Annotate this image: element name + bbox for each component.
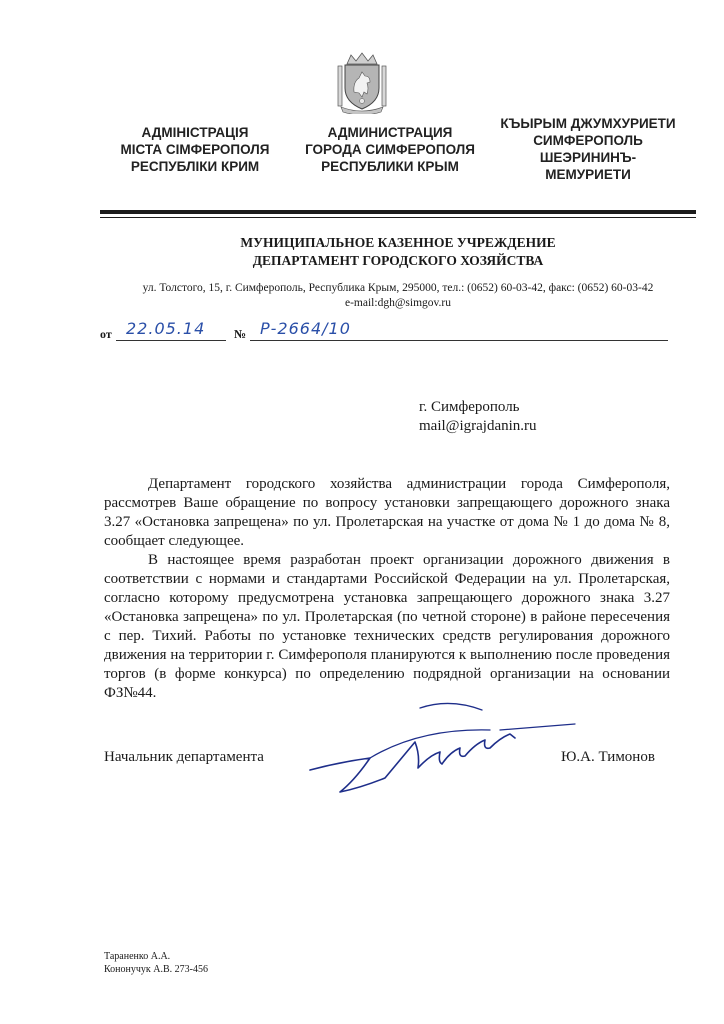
header-rule-thick — [100, 210, 696, 214]
date-underline — [116, 340, 226, 341]
number-underline — [250, 340, 668, 341]
header-ukrainian: АДМІНІСТРАЦІЯ МІСТА СІМФЕРОПОЛЯ РЕСПУБЛІКИ КРИМ — [120, 125, 270, 174]
reference-row — [100, 321, 700, 343]
institution-address-block — [100, 281, 696, 311]
date-value: 22.05.14 — [126, 319, 206, 338]
body-paragraph-2: В настоящее время разработан проект организации дорожного движения в соответствии с нормами и стандартами Российской Федерации на ул. Пролетарская, согласно которому предусмотрена установка запрещающего дорожного знака 3.27 «Остановка запрещена» по ул. Пролетарская (по четной стороне) в районе пересечения с пер. Тихий. Работы по установке технических средств регулирования дорожного движения на территории г. Симферополя планируются к выполнению после проведения торгов (в форме конкурса) по определению подрядной организации на основании ФЗ№44. — [104, 552, 670, 701]
header-russian: АДМИНИСТРАЦИЯ ГОРОДА СИМФЕРОПОЛЯ РЕСПУБЛИКИ КРЫМ — [305, 125, 475, 174]
handwritten-signature-icon — [300, 700, 590, 800]
recipient: г. Симферополь mail@igrajdanin.ru — [419, 399, 537, 434]
institution-name: МУНИЦИПАЛЬНОЕ КАЗЕННОЕ УЧРЕЖДЕНИЕ ДЕПАРТАМЕНТ ГОРОДСКОГО ХОЗЯЙСТВА — [240, 235, 556, 268]
signer-name: Ю.А. Тимонов — [561, 749, 655, 765]
body-paragraph-1: Департамент городского хозяйства администрации города Симферополя, рассмотрев Ваше обращение по вопросу установки запрещающего дорожного знака 3.27 «Остановка запрещена» по ул. Пролетарская на участке от дома № 1 до дома № 8, сообщает следующее. — [104, 476, 670, 549]
number-label: № — [234, 327, 247, 341]
header-crimean-tatar: КЪЫРЫМ ДЖУМХУРИЕТИ СИМФЕРОПОЛЬ ШЕЭРИНИНЪ- МЕМУРИЕТИ — [500, 116, 676, 182]
institution-address: ул. Толстого, 15, г. Симферополь, Республика Крым, 295000, тел.: (0652) 60-03-42, факс: (0652) 60-03-42 — [142, 282, 654, 294]
signer-title: Начальник департамента — [104, 749, 264, 765]
letter-body — [104, 475, 670, 703]
institution-email: e-mail:dgh@simgov.ru — [345, 297, 451, 309]
header-rule-thin — [100, 217, 696, 218]
coat-of-arms-icon — [337, 52, 387, 114]
executors-footer: Тараненко А.А. Кононучук А.В. 273-456 — [104, 951, 208, 975]
number-value: Р-2664/10 — [260, 319, 351, 338]
date-label: от — [100, 327, 112, 341]
